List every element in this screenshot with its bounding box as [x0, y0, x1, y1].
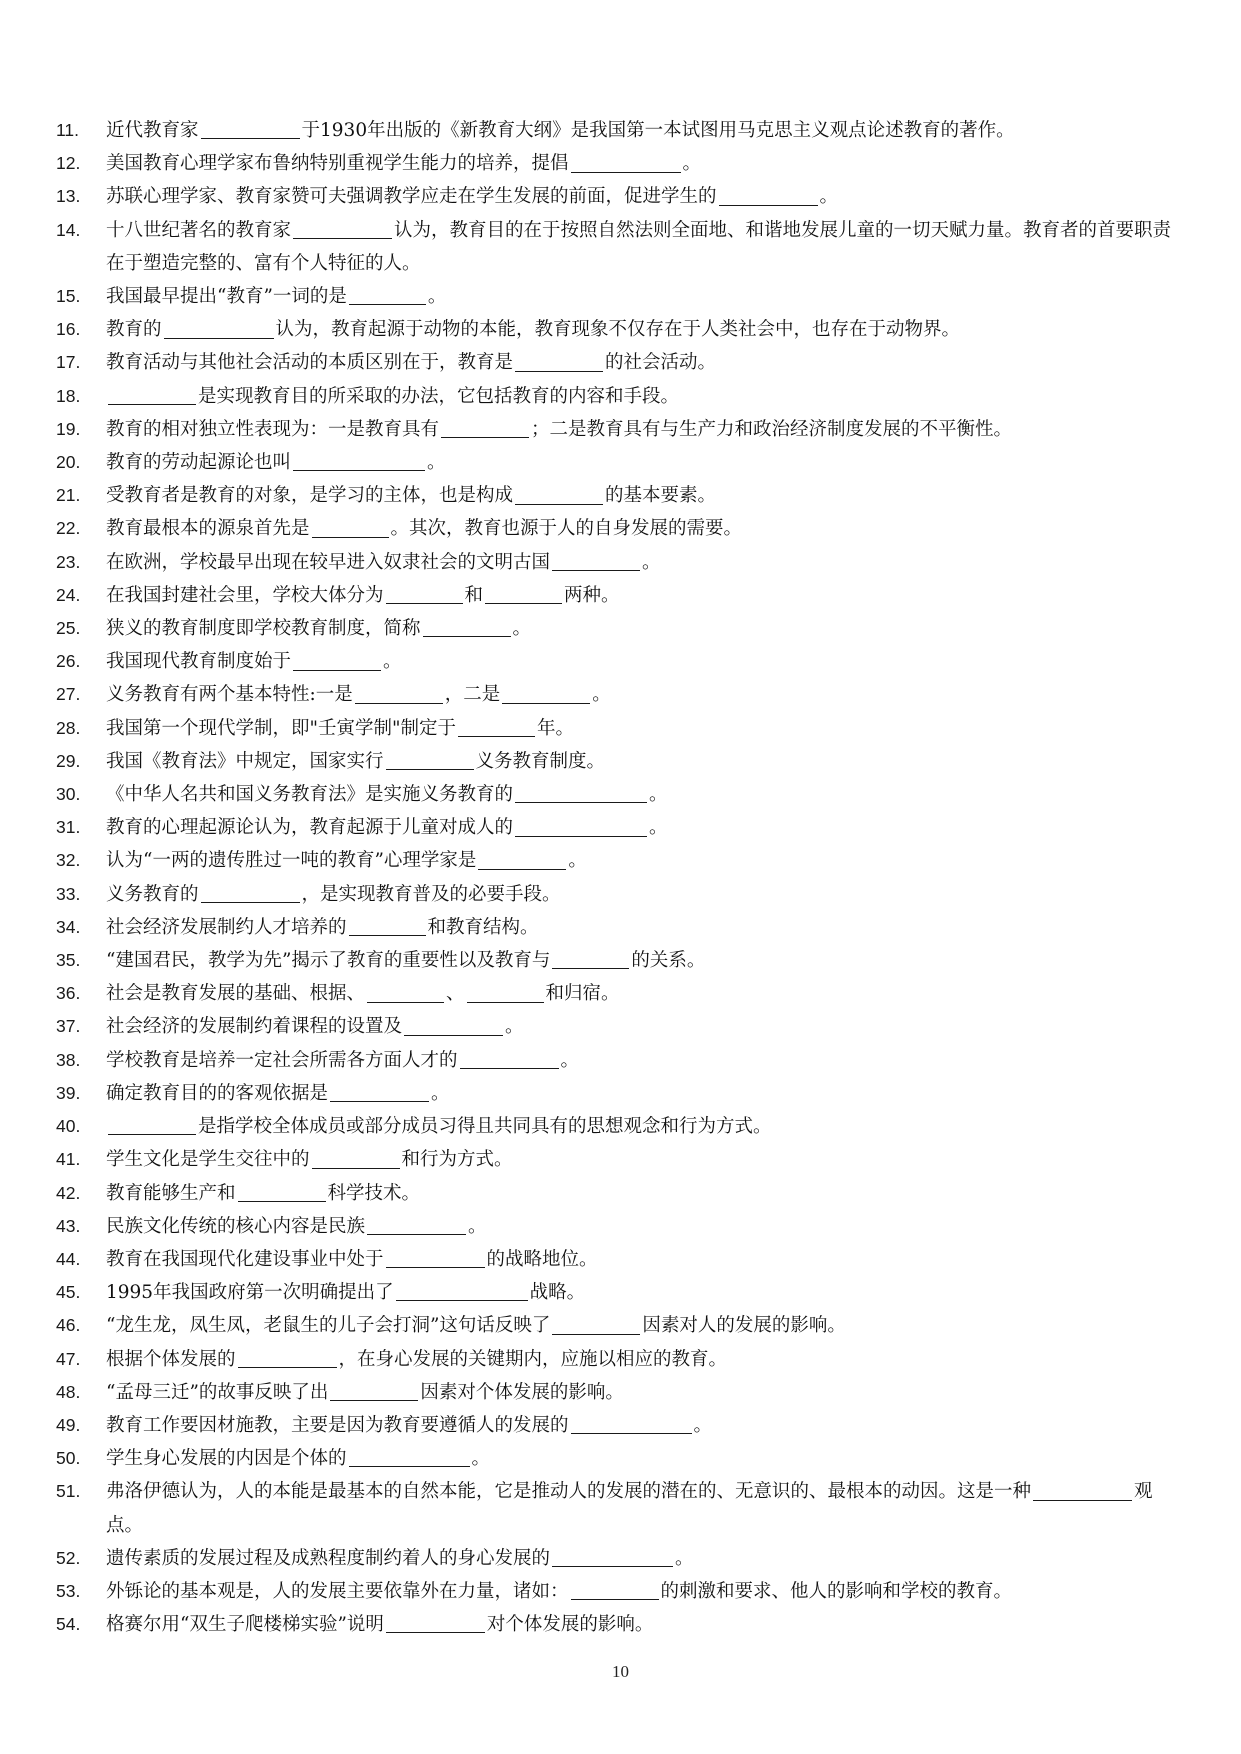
question-text-segment: 和教育结构。 [427, 916, 539, 938]
question-text-segment: 、 [446, 983, 465, 1005]
answer-blank [485, 584, 562, 604]
question-text-segment: 。 [431, 1082, 450, 1104]
question-text [106, 1010, 1186, 1043]
question-number: 29. [56, 750, 81, 771]
question-number: 51. [56, 1481, 81, 1502]
question-text [106, 147, 1186, 180]
question-text-segment: 。 [649, 817, 668, 839]
question-number: 54. [56, 1614, 81, 1635]
answer-blank [108, 1115, 196, 1135]
question-item [56, 546, 1186, 579]
question-text [106, 346, 1186, 379]
answer-blank [502, 683, 590, 703]
question-text [106, 745, 1186, 778]
question-text-segment: 两种。 [564, 584, 620, 606]
question-text-segment: 十八世纪著名的教育家 [106, 219, 292, 241]
question-text-segment: 我国第一个现代学制，即"壬寅学制"制定于 [106, 717, 457, 739]
question-text-segment: 社会是教育发展的基础、根据、 [106, 983, 366, 1005]
answer-blank [552, 949, 629, 969]
question-number: 27. [56, 684, 81, 705]
question-text-segment: 受教育者是教育的对象，是学习的主体，也是构成 [106, 485, 514, 507]
answer-blank [571, 1580, 659, 1600]
question-text-segment: 。 [682, 153, 702, 175]
question-item [56, 844, 1186, 877]
question-text-segment: 。 [642, 551, 661, 573]
question-text-segment: 近代教育家 [106, 120, 199, 141]
question-text [106, 678, 1186, 711]
question-text-segment: 的关系。 [631, 950, 706, 972]
question-text [106, 579, 1186, 612]
question-text [106, 380, 1186, 413]
question-item [56, 147, 1186, 180]
question-text-segment: 狭义的教育制度即学校教育制度，简称 [106, 618, 421, 640]
question-text-segment: 在我国封建社会里，学校大体分为 [106, 584, 384, 606]
question-number: 48. [56, 1381, 81, 1402]
question-text-segment: 。 [427, 452, 446, 474]
question-text-segment: 在欧洲，学校最早出现在较早进入奴隶社会的文明古国 [106, 551, 551, 573]
question-text-segment: 教育最根本的源泉首先是 [106, 518, 310, 540]
question-text-segment: 的社会活动。 [605, 352, 717, 374]
question-text-segment: 科学技术。 [327, 1182, 421, 1204]
question-number: 21. [56, 485, 81, 506]
question-text [106, 612, 1186, 645]
answer-blank [330, 1381, 418, 1401]
question-text-segment: 是指学校全体成员或部分成员习得且共同具有的思想观念和行为方式。 [198, 1116, 772, 1138]
question-text [106, 180, 1186, 213]
question-text-segment: 。 [693, 1414, 713, 1436]
question-text-segment: 弗洛伊德认为，人的本能是最基本的自然本能，它是推动人的发展的潜在的、无意识的、最根本的动因。这是一种 [106, 1481, 1032, 1503]
question-item [56, 1010, 1186, 1043]
question-number: 34. [56, 916, 81, 937]
question-text [106, 844, 1186, 877]
answer-blank [164, 318, 274, 338]
question-text-segment: 教育的相对独立性表现为：一是教育具有 [106, 418, 440, 440]
answer-blank [367, 1215, 466, 1235]
question-item [56, 313, 1186, 346]
question-number: 35. [56, 950, 81, 971]
question-text-segment: 教育在我国现代化建设事业中处于 [106, 1248, 384, 1270]
answer-blank [367, 982, 444, 1002]
question-text-segment: 。 [819, 186, 839, 208]
question-item [56, 413, 1186, 446]
question-text [106, 944, 1186, 977]
question-text-segment: 。 [468, 1215, 487, 1237]
question-text-segment: 的基本要素。 [605, 485, 717, 507]
question-text-segment: ，二是 [444, 684, 501, 706]
question-text-segment: 认为“一两的遗传胜过一吨的教育”心理学家是 [106, 850, 477, 872]
question-item [56, 712, 1186, 745]
question-number: 38. [56, 1049, 81, 1070]
question-text-segment: 教育的心理起源论认为，教育起源于儿童对成人的 [106, 817, 514, 839]
question-item [56, 1343, 1186, 1376]
question-number: 13. [56, 186, 81, 207]
answer-blank [386, 1613, 485, 1633]
answer-blank [238, 1347, 337, 1367]
answer-blank [423, 617, 511, 637]
question-item [56, 1276, 1186, 1309]
question-text [106, 911, 1186, 944]
question-text-segment: 。 [427, 286, 447, 308]
answer-blank [386, 584, 463, 604]
question-text-segment: 义务教育有两个基本特性:一是 [106, 684, 353, 706]
question-item [56, 612, 1186, 645]
question-text-segment: 《中华人名共和国义务教育法》是实施义务教育的 [106, 784, 514, 806]
question-number: 46. [56, 1315, 81, 1336]
answer-blank [396, 1281, 528, 1301]
question-number: 17. [56, 352, 81, 373]
question-number: 49. [56, 1414, 81, 1435]
question-text [106, 1542, 1186, 1575]
question-text [106, 546, 1186, 579]
answer-blank [441, 418, 529, 438]
question-text [106, 413, 1186, 446]
question-text-segment: 认为，教育目的在于按照自然法则全面地、和谐地发展儿童的一切天赋力量。教育者的首要职责在于塑造完整的、富有个人特征的人。 [106, 219, 1172, 274]
question-text [106, 712, 1186, 745]
question-number: 23. [56, 551, 81, 572]
question-text [106, 1475, 1186, 1541]
question-item [56, 214, 1186, 280]
question-text-segment: 的战略地位。 [486, 1248, 598, 1270]
question-number: 24. [56, 584, 81, 605]
question-text-segment: 教育工作要因材施教，主要是因为教育要遵循人的发展的 [106, 1414, 569, 1436]
question-text-segment: 。 [505, 1016, 524, 1038]
answer-blank [293, 219, 392, 239]
answer-blank [552, 1547, 673, 1567]
question-item [56, 1442, 1186, 1475]
question-item [56, 1376, 1186, 1409]
question-text-segment: 。 [568, 850, 587, 872]
question-item [56, 1575, 1186, 1608]
question-text-segment: “建国君民，教学为先”揭示了教育的重要性以及教育与 [106, 950, 551, 972]
question-number: 42. [56, 1182, 81, 1203]
answer-blank [719, 185, 818, 205]
question-text [106, 1143, 1186, 1176]
answer-blank [312, 1148, 400, 1168]
question-text-segment: 。 [471, 1448, 491, 1470]
question-text [106, 878, 1186, 911]
question-text [106, 214, 1186, 280]
question-number: 30. [56, 784, 81, 805]
question-item [56, 446, 1186, 479]
question-text [106, 1376, 1186, 1409]
question-text [106, 446, 1186, 479]
question-text [106, 1077, 1186, 1110]
answer-blank [460, 1049, 559, 1069]
question-text [106, 1177, 1186, 1210]
answer-blank [467, 982, 544, 1002]
question-item [56, 1143, 1186, 1176]
question-number: 37. [56, 1016, 81, 1037]
answer-blank [458, 717, 535, 737]
answer-blank [404, 1015, 503, 1035]
answer-blank [355, 683, 443, 703]
question-text [106, 1309, 1186, 1342]
question-number: 43. [56, 1215, 81, 1236]
question-number: 26. [56, 651, 81, 672]
question-text-segment: 美国教育心理学家布鲁纳特别重视学生能力的培养，提倡 [106, 153, 569, 175]
question-item [56, 811, 1186, 844]
question-item [56, 1475, 1186, 1541]
question-item [56, 512, 1186, 545]
question-text-segment: 是实现教育目的所采取的办法，它包括教育的内容和手段。 [198, 385, 680, 407]
answer-blank [571, 1414, 692, 1434]
answer-blank [201, 883, 300, 903]
question-text [106, 280, 1186, 313]
question-item [56, 114, 1186, 147]
question-item [56, 1243, 1186, 1276]
question-text [106, 645, 1186, 678]
question-item [56, 1177, 1186, 1210]
question-number: 12. [56, 153, 81, 174]
question-text-segment: ；二是教育具有与生产力和政治经济制度发展的不平衡性。 [531, 418, 1013, 440]
question-text-segment: 1995年我国政府第一次明确提出了 [106, 1282, 394, 1304]
question-item [56, 878, 1186, 911]
answer-blank [293, 650, 381, 670]
question-text [106, 1243, 1186, 1276]
question-text-segment: 义务教育的 [106, 883, 199, 905]
question-number: 19. [56, 418, 81, 439]
question-text-segment: 遗传素质的发展过程及成熟程度制约着人的身心发展的 [106, 1547, 551, 1569]
answer-blank [238, 1181, 326, 1201]
question-item [56, 1608, 1186, 1641]
answer-blank [312, 517, 389, 537]
question-item [56, 911, 1186, 944]
question-text-segment: 学生文化是学生交往中的 [106, 1149, 310, 1171]
question-number: 18. [56, 385, 81, 406]
question-item [56, 1309, 1186, 1342]
answer-blank [552, 551, 640, 571]
question-item [56, 1409, 1186, 1442]
question-text-segment: 根据个体发展的 [106, 1348, 236, 1370]
question-text-segment: 认为，教育起源于动物的本能，教育现象不仅存在于人类社会中，也存在于动物界。 [275, 319, 961, 341]
question-text-segment: 观点。 [106, 1481, 1153, 1536]
question-text-segment: “龙生龙，凤生凤，老鼠生的儿子会打洞”这句话反映了 [106, 1315, 551, 1337]
answer-blank [330, 1082, 429, 1102]
question-text-segment: 我国最早提出“教育”一词的是 [106, 286, 347, 308]
question-number: 33. [56, 883, 81, 904]
question-number: 32. [56, 850, 81, 871]
question-item [56, 1077, 1186, 1110]
question-number: 50. [56, 1448, 81, 1469]
question-number: 36. [56, 983, 81, 1004]
answer-blank [515, 484, 603, 504]
question-text [106, 1110, 1186, 1143]
question-text-segment: 和归宿。 [545, 983, 620, 1005]
question-list [56, 114, 1186, 1641]
question-text [106, 778, 1186, 811]
answer-blank [108, 385, 196, 405]
question-text-segment: 和 [464, 584, 484, 606]
question-text-segment: 义务教育制度。 [475, 750, 606, 772]
question-item [56, 1044, 1186, 1077]
question-text-segment: 社会经济的发展制约着课程的设置及 [106, 1016, 403, 1038]
question-text [106, 811, 1186, 844]
question-text-segment: 我国现代教育制度始于 [106, 651, 292, 673]
answer-blank [515, 351, 603, 371]
question-text-segment: ，是实现教育普及的必要手段。 [301, 883, 561, 905]
question-number: 16. [56, 319, 81, 340]
question-text-segment: “孟母三迁”的故事反映了出 [106, 1381, 329, 1403]
question-text-segment: 民族文化传统的核心内容是民族 [106, 1215, 366, 1237]
question-text-segment: 格赛尔用“双生子爬楼梯实验”说明 [106, 1614, 384, 1636]
question-item [56, 579, 1186, 612]
question-text-segment: 学生身心发展的内因是个体的 [106, 1448, 347, 1470]
question-text-segment: 。 [592, 684, 611, 706]
question-text [106, 479, 1186, 512]
answer-blank [571, 152, 681, 172]
question-text [106, 1575, 1186, 1608]
question-text [106, 977, 1186, 1010]
question-number: 53. [56, 1580, 81, 1601]
answer-blank [201, 119, 300, 139]
question-text-segment: 我国《教育法》中规定，国家实行 [106, 750, 384, 772]
question-text [106, 1608, 1186, 1641]
question-text-segment: 。 [383, 651, 402, 673]
question-item [56, 778, 1186, 811]
question-text-segment: 年。 [537, 717, 575, 739]
question-text-segment: 因素对人的发展的影响。 [642, 1315, 846, 1337]
answer-blank [386, 1248, 485, 1268]
question-number: 20. [56, 452, 81, 473]
question-text-segment: 学校教育是培养一定社会所需各方面人才的 [106, 1049, 458, 1071]
answer-blank [386, 750, 474, 770]
question-number: 31. [56, 817, 81, 838]
answer-blank [515, 816, 647, 836]
answer-blank [552, 1314, 640, 1334]
question-number: 40. [56, 1116, 81, 1137]
question-text [106, 512, 1186, 545]
answer-blank [293, 451, 425, 471]
question-item [56, 346, 1186, 379]
question-item [56, 1542, 1186, 1575]
question-text [106, 313, 1186, 346]
question-text-segment: 因素对个体发展的影响。 [420, 1381, 624, 1403]
question-number: 41. [56, 1149, 81, 1170]
question-text-segment: 于1930年出版的《新教育大纲》是我国第一本试图用马克思主义观点论述教育的著作。 [301, 120, 1015, 141]
question-item [56, 180, 1186, 213]
question-text [106, 1409, 1186, 1442]
question-number: 22. [56, 518, 81, 539]
question-text-segment: 的刺激和要求、他人的影响和学校的教育。 [660, 1580, 1013, 1602]
question-text-segment: 苏联心理学家、教育家赞可夫强调教学应走在学生发展的前面，促进学生的 [106, 186, 717, 208]
answer-blank [478, 849, 566, 869]
question-text-segment: 外铄论的基本观是，人的发展主要依靠外在力量，诸如： [106, 1580, 569, 1602]
question-item [56, 1210, 1186, 1243]
question-text-segment: 。 [675, 1547, 694, 1569]
question-text-segment: 教育活动与其他社会活动的本质区别在于，教育是 [106, 352, 514, 374]
question-item [56, 645, 1186, 678]
question-number: 15. [56, 286, 81, 307]
question-text-segment: 教育的劳动起源论也叫 [106, 452, 292, 474]
question-item [56, 944, 1186, 977]
answer-blank [349, 285, 426, 305]
answer-blank [1033, 1480, 1132, 1500]
question-text [106, 114, 1186, 147]
answer-blank [349, 916, 426, 936]
question-item [56, 380, 1186, 413]
question-text-segment: 。 [512, 618, 532, 640]
question-text-segment: 教育能够生产和 [106, 1182, 236, 1204]
question-item [56, 479, 1186, 512]
question-item [56, 977, 1186, 1010]
answer-blank [349, 1447, 470, 1467]
question-text-segment: 社会经济发展制约人才培养的 [106, 916, 347, 938]
question-text [106, 1343, 1186, 1376]
question-text-segment: 。其次，教育也源于人的自身发展的需要。 [390, 518, 743, 540]
question-text [106, 1276, 1186, 1309]
question-text-segment: 。 [649, 784, 668, 806]
question-text [106, 1210, 1186, 1243]
answer-blank [515, 783, 647, 803]
question-number: 25. [56, 618, 81, 639]
question-item [56, 280, 1186, 313]
question-number: 44. [56, 1248, 81, 1269]
question-number: 28. [56, 717, 81, 738]
question-text-segment: 对个体发展的影响。 [486, 1614, 654, 1636]
question-text-segment: 战略。 [529, 1282, 586, 1304]
question-item [56, 678, 1186, 711]
question-number: 39. [56, 1082, 81, 1103]
question-text [106, 1442, 1186, 1475]
question-number: 52. [56, 1547, 81, 1568]
question-text [106, 1044, 1186, 1077]
question-text-segment: 教育的 [106, 319, 162, 341]
question-number: 14. [56, 219, 81, 240]
question-number: 45. [56, 1282, 81, 1303]
question-number: 11. [56, 120, 80, 140]
question-text-segment: ，在身心发展的关键期内，应施以相应的教育。 [338, 1348, 728, 1370]
question-number: 47. [56, 1348, 81, 1369]
question-item [56, 745, 1186, 778]
question-item [56, 1110, 1186, 1143]
question-text-segment: 。 [560, 1049, 580, 1071]
question-text-segment: 确定教育目的的客观依据是 [106, 1082, 329, 1104]
page-number: 10 [612, 1662, 629, 1681]
question-text-segment: 和行为方式。 [401, 1149, 513, 1171]
